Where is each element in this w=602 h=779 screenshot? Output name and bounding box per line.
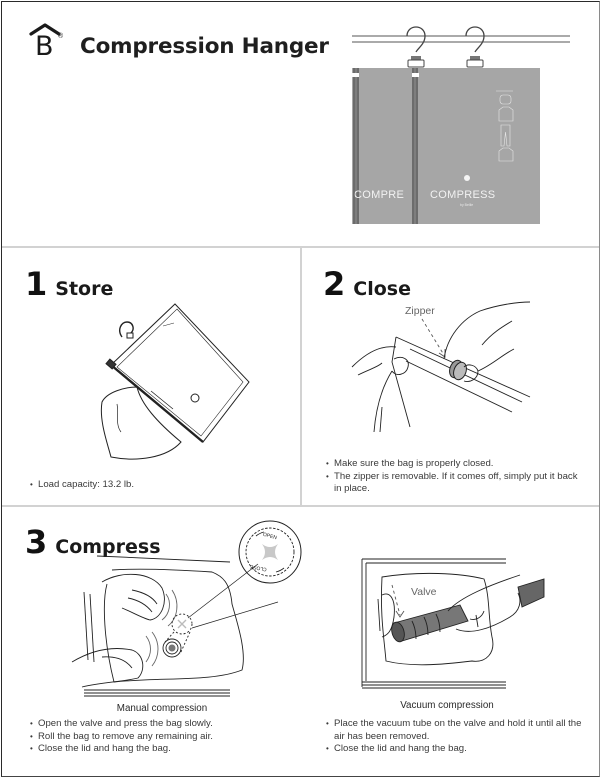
bullet: • Make sure the bag is properly closed. bbox=[326, 458, 586, 471]
zipper-callout: Zipper bbox=[405, 305, 435, 317]
bullet: • Load capacity: 13.2 lb. bbox=[30, 479, 280, 492]
brand-logo bbox=[28, 22, 68, 62]
logo-letter: B bbox=[35, 31, 54, 62]
hero-illustration bbox=[350, 22, 570, 228]
valve-open-label: OPEN bbox=[262, 531, 278, 542]
bag-brand-1: COMPRE bbox=[354, 189, 405, 201]
vacuum-compression-caption: Vacuum compression bbox=[400, 700, 494, 711]
bullet: • Open the valve and press the bag slowly. bbox=[30, 718, 300, 731]
page-title: Compression Hanger bbox=[80, 34, 329, 59]
bullet: • Roll the bag to remove any remaining air. bbox=[30, 731, 300, 744]
step-1-bullets bbox=[30, 479, 280, 492]
valve-detail-zoom bbox=[238, 520, 302, 584]
vacuum-compression-illustration bbox=[360, 557, 545, 692]
step-3-label: Compress bbox=[55, 536, 161, 558]
step-1-label: Store bbox=[55, 278, 114, 300]
step-2-label: Close bbox=[353, 278, 411, 300]
bullet: • Place the vacuum tube on the valve and hold it until all the air has been removed. bbox=[326, 718, 586, 743]
manual-compression-bullets bbox=[30, 718, 300, 756]
valve-callout: Valve bbox=[411, 586, 437, 598]
bag-brand-2: COMPRESS bbox=[430, 189, 496, 201]
step-1-number: 1 bbox=[25, 265, 47, 303]
step-2-number: 2 bbox=[323, 265, 345, 303]
bullet: • The zipper is removable. If it comes off, simply put it back in place. bbox=[326, 471, 586, 496]
valve-x-icon bbox=[262, 544, 278, 560]
svg-text:by Bellie: by Bellie bbox=[460, 203, 474, 207]
hanging-bags-illustration bbox=[350, 22, 570, 228]
store-illustration bbox=[97, 292, 257, 467]
bullet: • Close the lid and hang the bag. bbox=[326, 743, 586, 756]
manual-compression-caption: Manual compression bbox=[116, 703, 208, 714]
divider-step3 bbox=[2, 505, 599, 507]
bullet: • Close the lid and hang the bag. bbox=[30, 743, 300, 756]
step-2-heading bbox=[323, 265, 411, 303]
registered-mark: ® bbox=[58, 33, 64, 40]
instruction-sheet bbox=[1, 1, 600, 777]
brand-header bbox=[28, 22, 329, 62]
divider-step1-step2 bbox=[300, 247, 302, 506]
close-illustration bbox=[352, 297, 532, 437]
valve-close-label: CLOSE bbox=[249, 563, 268, 573]
step-2-bullets bbox=[326, 458, 586, 496]
vacuum-compression-bullets bbox=[326, 718, 586, 756]
step-3-number: 3 bbox=[25, 523, 47, 561]
